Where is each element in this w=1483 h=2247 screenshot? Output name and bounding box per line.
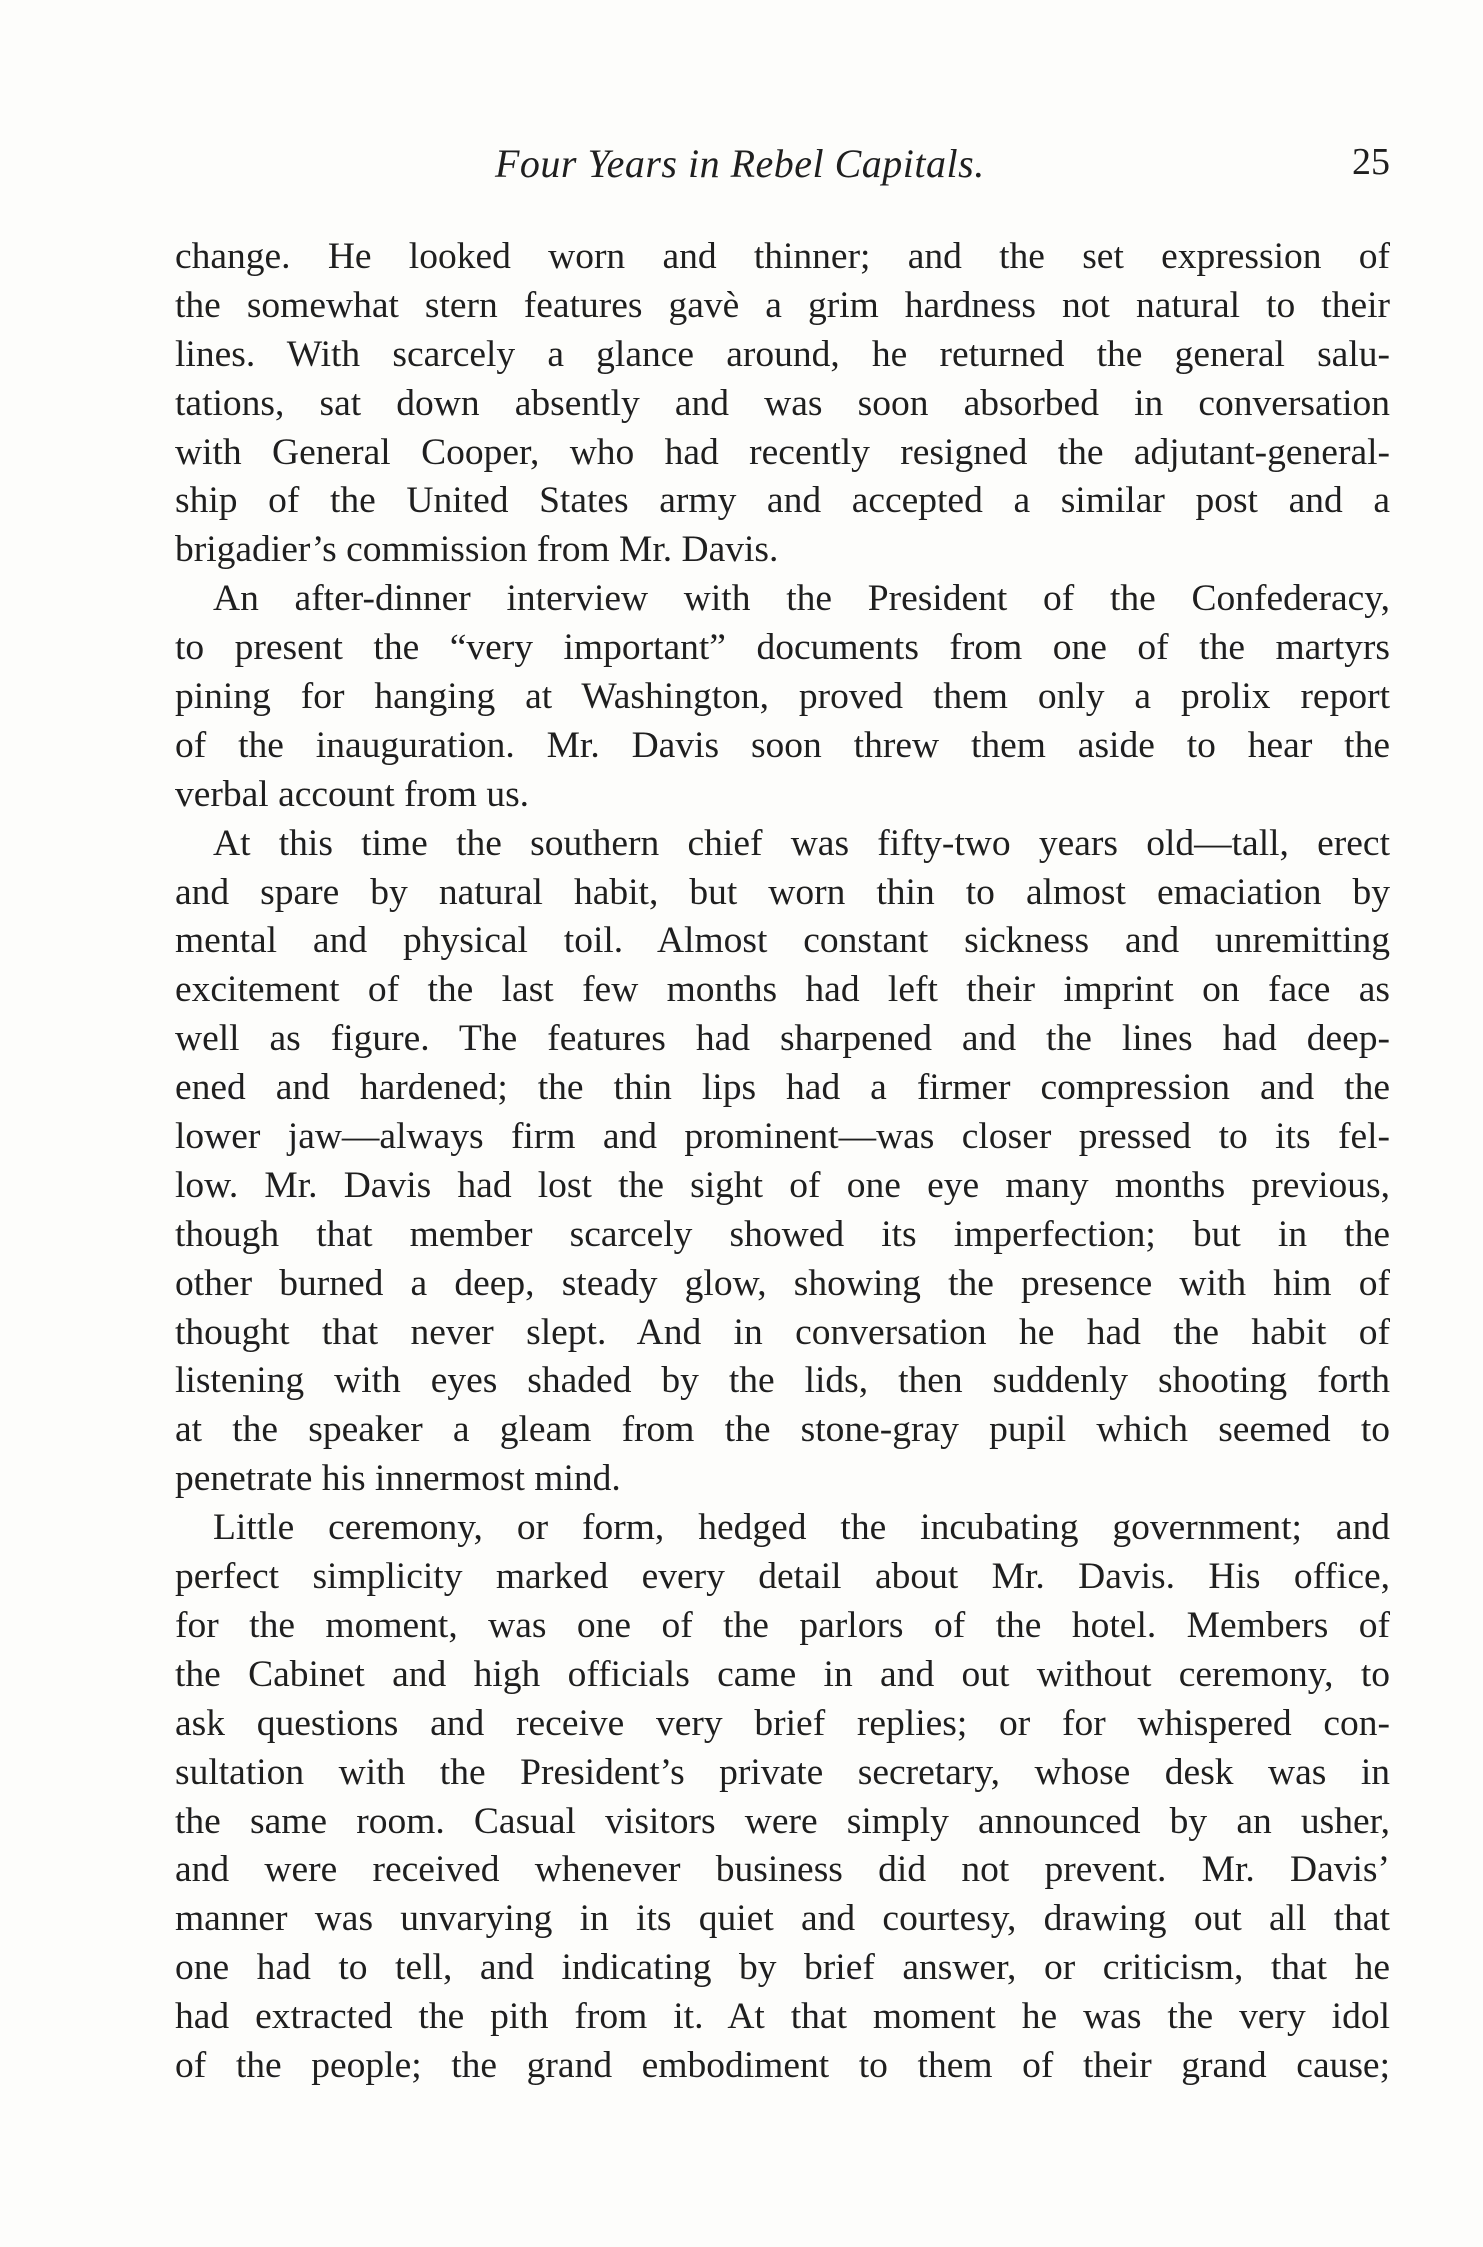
text-line: of the people; the grand embodiment to them of their grand cause; — [175, 2044, 1390, 2086]
text-line: tations, sat down absently and was soon absorbed in conversation — [175, 382, 1390, 424]
text-line: the same room. Casual visitors were simply announced by an usher, — [175, 1800, 1390, 1842]
text-line: listening with eyes shaded by the lids, then suddenly shooting forth — [175, 1360, 1390, 1402]
text-line: excitement of the last few months had left their imprint on face as — [175, 969, 1390, 1011]
text-line: brigadier’s commission from Mr. Davis. — [175, 529, 779, 571]
text-line: penetrate his innermost mind. — [175, 1458, 621, 1500]
text-line: manner was unvarying in its quiet and courtesy, drawing out all that — [175, 1898, 1390, 1940]
text-line: At this time the southern chief was fifty-two years old—tall, erect — [213, 822, 1390, 864]
text-line: one had to tell, and indicating by brief answer, or criticism, that he — [175, 1947, 1390, 1989]
page-header — [175, 140, 1390, 200]
text-line: sultation with the President’s private secretary, whose desk was in — [175, 1751, 1390, 1793]
text-line: pining for hanging at Washington, proved them only a prolix report — [175, 676, 1390, 718]
text-line: verbal account from us. — [175, 773, 530, 815]
text-line: ship of the United States army and accepted a similar post and a — [175, 480, 1390, 522]
body-text — [175, 233, 1390, 2091]
text-line: thought that never slept. And in conversation he had the habit of — [175, 1311, 1390, 1353]
text-line: An after-dinner interview with the President of the Confederacy, — [213, 578, 1390, 620]
text-line: and spare by natural habit, but worn thin to almost emaciation by — [175, 871, 1390, 913]
running-title: Four Years in Rebel Capitals. — [495, 141, 985, 186]
text-line: the Cabinet and high officials came in and out without ceremony, to — [175, 1653, 1390, 1695]
text-line: mental and physical toil. Almost constant sickness and unremitting — [175, 920, 1390, 962]
text-line: had extracted the pith from it. At that moment he was the very idol — [175, 1996, 1390, 2038]
text-line: Little ceremony, or form, hedged the incubating government; and — [213, 1507, 1390, 1549]
text-line: the somewhat stern features gavè a grim hardness not natural to their — [175, 284, 1390, 326]
text-line: low. Mr. Davis had lost the sight of one eye many months previous, — [175, 1164, 1390, 1206]
page-number: 25 — [1352, 141, 1390, 183]
text-line: at the speaker a gleam from the stone-gray pupil which seemed to — [175, 1409, 1390, 1451]
text-line: lower jaw—always firm and prominent—was closer pressed to its fel- — [175, 1116, 1390, 1158]
text-line: lines. With scarcely a glance around, he returned the general salu- — [175, 333, 1390, 375]
text-line: ened and hardened; the thin lips had a firmer compression and the — [175, 1067, 1390, 1109]
text-line: of the inauguration. Mr. Davis soon threw them aside to hear the — [175, 724, 1390, 766]
text-line: change. He looked worn and thinner; and the set expression of — [175, 236, 1390, 277]
text-line: with General Cooper, who had recently resigned the adjutant-general- — [175, 431, 1390, 473]
text-line: other burned a deep, steady glow, showing the presence with him of — [175, 1262, 1390, 1304]
text-line: and were received whenever business did not prevent. Mr. Davis’ — [175, 1849, 1390, 1891]
text-line: for the moment, was one of the parlors of the hotel. Members of — [175, 1604, 1390, 1646]
text-line: well as figure. The features had sharpened and the lines had deep- — [175, 1018, 1390, 1060]
text-line: to present the “very important” documents from one of the martyrs — [175, 627, 1390, 669]
text-line: though that member scarcely showed its imperfection; but in the — [175, 1213, 1390, 1255]
text-line: perfect simplicity marked every detail about Mr. Davis. His office, — [175, 1556, 1390, 1598]
text-line: ask questions and receive very brief replies; or for whispered con- — [175, 1702, 1390, 1744]
